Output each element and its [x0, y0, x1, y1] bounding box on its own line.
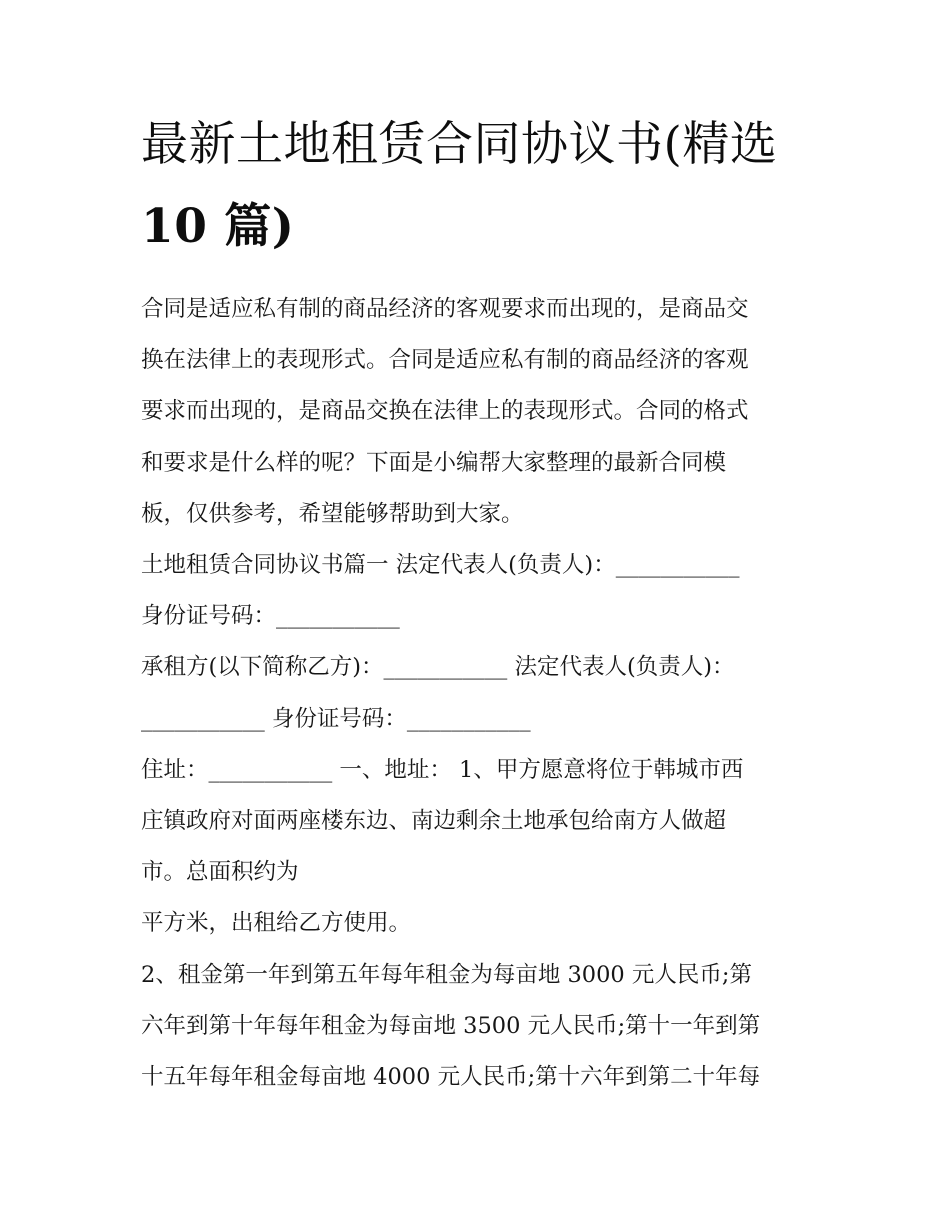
section-line: 土地租赁合同协议书篇一 法定代表人(负责人)：___________ [141, 552, 740, 579]
intro-line: 板，仅供参考，希望能够帮助到大家。 [141, 500, 524, 527]
title-main: 最新土地租赁合同协议书(精选 [141, 117, 778, 172]
section-line: 六年到第十年每年租金为每亩地 3500 元人民币;第十一年到第 [141, 1012, 761, 1039]
section-line: 2、租金第一年到第五年每年租金为每亩地 3000 元人民币;第 [141, 961, 752, 988]
intro-line: 要求而出现的，是商品交换在法律上的表现形式。合同的格式 [141, 398, 749, 425]
intro-line: 换在法律上的表现形式。合同是适应私有制的商品经济的客观 [141, 347, 749, 374]
section-line: 住址：___________ 一、地址： 1、甲方愿意将位于韩城市西 [141, 756, 744, 783]
document-title [141, 104, 813, 268]
section-line: ___________ 身份证号码：___________ [141, 705, 531, 732]
section-line: 平方米，出租给乙方使用。 [141, 910, 412, 937]
document-page [141, 104, 813, 1103]
section-line: 市。总面积约为 [141, 859, 299, 886]
intro-line: 和要求是什么样的呢？下面是小编帮大家整理的最新合同模 [141, 449, 727, 476]
section-line: 庄镇政府对面两座楼东边、南边剩余土地承包给南方人做超 [141, 808, 727, 835]
section-line: 十五年每年租金每亩地 4000 元人民币;第十六年到第二十年每 [141, 1064, 761, 1091]
intro-line: 合同是适应私有制的商品经济的客观要求而出现的，是商品交 [141, 296, 749, 322]
contract-section [141, 540, 813, 1103]
title-tail: 10 篇) [141, 199, 295, 254]
section-line: 身份证号码：___________ [141, 603, 400, 630]
intro-paragraph [141, 284, 813, 540]
section-line: 承租方(以下简称乙方)：___________ 法定代表人(负责人)： [141, 654, 735, 681]
document-body [141, 284, 813, 1103]
